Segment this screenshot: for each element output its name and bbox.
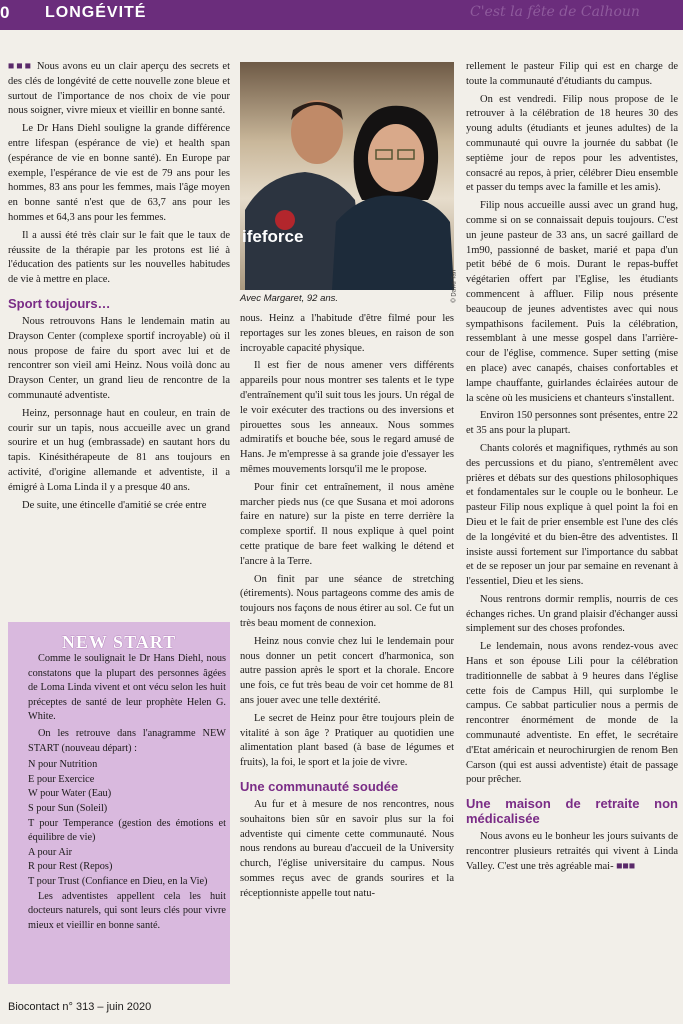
paragraph: Au fur et à mesure de nos rencontres, nous souhaitons bien sûr en savoir plus sur la foi adventiste qui cimente cette communauté. Nous nous rendons au bureau d'accueil de la University church, l'église universitaire du campus. Nous sommes reçus avec de grands sourires et la réceptionniste appelle tout natu-: [240, 798, 454, 899]
end-bullets: ■■■: [616, 860, 636, 872]
section-bullets: ■■■: [8, 61, 34, 72]
paragraph: On finit par une séance de stretching (étirements). Nous partageons comme des amis de toujours nos façons de nous étirer au sol. Ce fut un très beau moment de connexion.: [240, 573, 454, 629]
photo-credit: © David Tan: [452, 270, 458, 303]
paragraph: [466, 830, 678, 874]
paragraph: On les retrouve dans l'anagramme NEW START (nouveau départ) :: [28, 727, 226, 754]
paragraph: Il est fier de nous amener vers différents appareils pour nous montrer ses talents et le type d'entraînement qu'il suit tous les jours. Un régal de le voir exécuter des tractions ou des inversions et pirouettes sous les anneaux. Nous sommes admiratifs et bouche bée, sous le regard amusé de Hans. Je m'empresse à sa grande joie d'essayer les mêmes mouvements lorsqu'il me le propose.: [240, 360, 454, 475]
box-content: [28, 652, 226, 935]
paragraph: Le Dr Hans Diehl souligne la grande différence entre lifespan (espérance de vie) et health span (espérance de vie en bonne santé). En Europe par exemple, l'espérance de vie est de 79 ans pour les hommes, 83 ans pour les femmes, mais l'âge moyen en bonne santé n'est que de 63,7 ans pour les hommes et 64,3 ans pour les femmes.: [8, 123, 230, 223]
column-1: [8, 60, 230, 516]
subheading-communaute: Une communauté soudée: [240, 778, 399, 794]
section-title: LONGÉVITÉ: [45, 4, 147, 21]
box-title: NEW START: [61, 632, 177, 652]
woman-figure: [332, 92, 454, 290]
paragraph: De suite, une étincelle d'amitié se crée entre: [22, 499, 207, 511]
photo-caption: Avec Margaret, 92 ans.: [240, 293, 339, 304]
column-2: [240, 312, 454, 904]
paragraph: Le lendemain, nous avons rendez-vous avec Hans et son épouse Lili pour la célébration traditionnelle de sabbat à 9 heures dans l'église cette fois de Campus Hill, qui surplombe le campus. Ce sabbat particulier nous a permis de rencontrer énormément de monde de la communauté adventiste. En effet, le secrétaire d'Etat américain et neurochirurgien de renom Ben Carson (qui est aussi adventiste) était de passage pour prêcher.: [466, 641, 678, 786]
list-item: S pour Sun (Soleil): [28, 802, 108, 814]
shirt-logo-text: ifeforce: [242, 227, 304, 246]
paragraph: Comme le soulignait le Dr Hans Diehl, nous constatons que la plupart des personnes âgées de Loma Linda vivent et ont vécu selon les huit préceptes de santé de leur prophète Helen G. White.: [28, 653, 226, 723]
page-footer: Biocontact n° 313 – juin 2020: [8, 1001, 152, 1013]
header-script-text: C'est la fête de Calhoun: [470, 4, 640, 20]
list-item: A pour Air: [28, 846, 73, 858]
paragraph: Heinz, personnage haut en couleur, en train de courir sur un tapis, nous accueille avec un grand sourire et un hug (embrassade) en sautant hors du tapis. Kinésithérapeute de 81 ans toujours en activité, d'origine allemande et adventiste, il a émigré à Loma Linda il y a presque 40 ans.: [8, 407, 230, 493]
new-start-box: [8, 622, 230, 984]
paragraph: Heinz nous convie chez lui le lendemain pour nous donner un petit concert d'harmonica, son autre passion après le sport et la chorale. Encore une fois, ce fut très beau de voir cet homme de 81 ans jouer avec une telle dextérité.: [240, 635, 454, 706]
paragraph: Le secret de Heinz pour être toujours plein de vitalité à son âge ? Pratiquer au quotidien une alimentation plant based (à base de légumes et fruits), la foi, le sport et la joie de vivre.: [240, 712, 454, 769]
column-3: [466, 60, 678, 878]
paragraph-text: Nous avons eu un clair aperçu des secrets et des clés de longévité de cette nouvelle zone bleue et surtout de l'importance de nos choix de vie pour nous soigner, vivre mieux et vieillir en bonne santé.: [8, 61, 230, 117]
list-item: W pour Water (Eau): [28, 788, 112, 800]
paragraph: Il a aussi été très clair sur le fait que le taux de réussite de la thérapie par les protons est lié à l'éducation des patients sur les nouvelles habitudes de vie à mettre en place.: [8, 229, 230, 286]
paragraph: Pour finir cet entraînement, il nous amène marcher pieds nus (ce que Susana et moi adorons faire en nature) sur la piste en terre derrière la complexe sportif. Il nous explique à quel point cette pratique de bare feet walking le détend et l'ancre à la Terre.: [240, 481, 454, 567]
paragraph: Nous rentrons dormir remplis, nourris de ces échanges riches. Un grand plaisir d'échanger aussi simplement sur des choses profondes.: [466, 593, 678, 635]
paragraph: nous. Heinz a l'habitude d'être filmé pour les reportages sur les zones bleues, en raison de son incroyable capacité physique.: [240, 313, 454, 354]
paragraph: Nous retrouvons Hans le lendemain matin au Drayson Center (complexe sportif incroyable) où il nous propose de faire du sport avec lui et de rencontrer son vieil ami Heinz. Nous voilà donc au Drayson Center, un grand lieu de rencontre de la communauté adventiste.: [8, 315, 230, 401]
paragraph: On est vendredi. Filip nous propose de le retrouver à la célébration de 18 heures 30 des young adults (étudiants et jeunes adultes) de la communauté qui ouvre la journée du sabbat (le septième jour de repos pour les adventistes, consacré au repos, à prier, célébrer Dieu ensemble et passer du temps avec la famille et les amis).: [466, 93, 678, 194]
list-item: R pour Rest (Repos): [28, 861, 113, 873]
paragraph: [8, 60, 230, 119]
paragraph: Filip nous accueille aussi avec un grand hug, comme si on se connaissait depuis toujours. C'est un jeune pasteur de 33 ans, un sacré gaillard de 1m90, passionné de basket, marié et papa d'un petit bébé de 6 mois. Durant le repas-buffet végétarien offert par l'Eglise, les étudiants commencent à affluer. Filip nous présente beaucoup de jeunes adventistes avec qui nous sympathisons facilement. Puis la célébration, ressemblant à une messe gospel dans l'arrière-cour de l'église, commence. Super setting (mise en place) avec canapés, chaises confortables et lampe chauffante, guirlandes éclairées autour de la scène où les musiciens et chanteurs s'installent.: [466, 200, 678, 404]
paragraph: Les adventistes appellent cela les huit docteurs naturels, qui sont leurs clés pour vivre mieux et vieillir en bonne santé.: [28, 890, 226, 931]
paragraph: Environ 150 personnes sont présentes, entre 22 et 35 ans pour la plupart.: [466, 410, 678, 437]
list-item: T pour Trust (Confiance en Dieu, en la Vie): [28, 875, 208, 887]
page-number: 0: [0, 3, 10, 22]
list-item: E pour Exercice: [28, 773, 95, 785]
list-item: N pour Nutrition: [28, 759, 98, 771]
paragraph: Chants colorés et magnifiques, rythmés au son des percussions et du piano, s'entremêlent avec prières et débats sur des questions philosophiques et fondamentales sur le couple ou le bonheur. Le pasteur Filip nous explique à quel point la foi en Dieu et le fait de prier ensemble est l'une des clés de la longévité et du bien-être des adventistes. Il insiste aussi fortement sur l'importance du sabbat et de se reposer un jour par semaine en revenant à l'essentiel, Dieu et les siens.: [466, 442, 678, 588]
paragraph-text: Nous avons eu le bonheur les jours suivants de rencontrer plusieurs retraités qui vivent à Linda Valley. C'est une très agréable mai-: [466, 831, 678, 872]
list-item: T pour Temperance (gestion des émotions et équilibre de vie): [28, 817, 226, 844]
page-header: [0, 0, 683, 30]
subheading-maison: Une maison de retraite non médicalisée: [466, 796, 678, 827]
subheading-sport: Sport toujours…: [8, 295, 111, 311]
paragraph: rellement le pasteur Filip qui est en charge de toute la communauté d'étudiants du campus.: [466, 61, 678, 87]
